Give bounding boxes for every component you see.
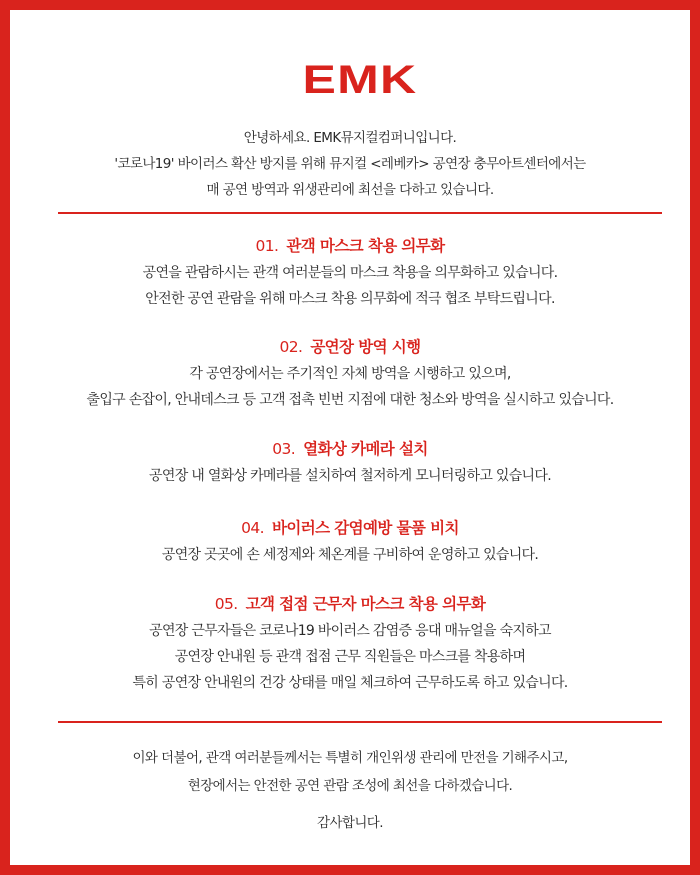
section-disinfection xyxy=(30,333,670,413)
section-line: 안전한 공연 관람을 위해 마스크 착용 의무화에 적극 협조 부탁드립니다. xyxy=(145,291,555,307)
emk-logo xyxy=(10,58,700,103)
bottom-divider xyxy=(58,721,662,723)
section-number: 03. xyxy=(272,440,296,458)
section-line: 공연장 안내원 등 관객 접점 근무 직원들은 마스크를 착용하며 xyxy=(174,649,526,665)
section-staff-mask xyxy=(30,590,670,696)
section-heading xyxy=(30,333,670,361)
intro-paragraph xyxy=(30,125,670,203)
section-thermal-camera xyxy=(30,435,670,489)
section-number: 04. xyxy=(241,519,264,537)
intro-line: 안녕하세요. EMK뮤지컬컴퍼니입니다. xyxy=(243,130,457,146)
section-line: 공연장 내 열화상 카메라를 설치하여 철저하게 모니터링하고 있습니다. xyxy=(149,468,551,484)
section-line: 각 공연장에서는 주기적인 자체 방역을 시행하고 있으며, xyxy=(189,366,511,382)
section-number: 02. xyxy=(279,338,303,356)
top-divider xyxy=(58,212,662,214)
section-title: 관객 마스크 착용 의무화 xyxy=(286,237,445,255)
section-title: 공연장 방역 시행 xyxy=(310,338,421,356)
section-line: 공연장 근무자들은 코로나19 바이러스 감염증 응대 매뉴얼을 숙지하고 xyxy=(149,623,551,639)
section-number: 05. xyxy=(214,595,238,613)
section-body xyxy=(30,260,670,312)
closing-line: 현장에서는 안전한 공연 관람 조성에 최선을 다하겠습니다. xyxy=(187,778,513,794)
section-heading xyxy=(30,514,670,542)
section-line: 공연을 관람하시는 관객 여러분들의 마스크 착용을 의무화하고 있습니다. xyxy=(142,265,558,281)
logo-text: EMK xyxy=(302,58,418,102)
section-title: 고객 접점 근무자 마스크 착용 의무화 xyxy=(245,595,486,613)
section-line: 특히 공연장 안내원의 건강 상태를 매일 체크하여 근무하도록 하고 있습니다. xyxy=(132,675,568,691)
section-mask-mandate xyxy=(30,232,670,312)
section-number: 01. xyxy=(255,237,279,255)
section-heading xyxy=(30,232,670,260)
intro-line: 매 공연 방역과 위생관리에 최선을 다하고 있습니다. xyxy=(206,182,494,198)
section-prevention-supplies xyxy=(30,514,670,568)
section-body xyxy=(30,361,670,413)
section-line: 공연장 곳곳에 손 세정제와 체온계를 구비하여 운영하고 있습니다. xyxy=(161,547,539,563)
thanks-text: 감사합니다. xyxy=(317,815,383,831)
section-body xyxy=(30,463,670,489)
section-body xyxy=(30,542,670,568)
section-heading xyxy=(30,590,670,618)
section-line: 출입구 손잡이, 안내데스크 등 고객 접촉 빈번 지점에 대한 청소와 방역을 실시하고 있습니다. xyxy=(86,392,614,408)
closing-paragraph xyxy=(30,744,670,800)
section-title: 열화상 카메라 설치 xyxy=(303,440,428,458)
closing-line: 이와 더불어, 관객 여러분들께서는 특별히 개인위생 관리에 만전을 기해주시고, xyxy=(132,750,568,766)
section-body xyxy=(30,618,670,696)
section-heading xyxy=(30,435,670,463)
intro-line: '코로나19' 바이러스 확산 방지를 위해 뮤지컬 <레베카> 공연장 충무아트센터에서는 xyxy=(114,156,586,172)
section-title: 바이러스 감염예방 물품 비치 xyxy=(271,519,459,537)
